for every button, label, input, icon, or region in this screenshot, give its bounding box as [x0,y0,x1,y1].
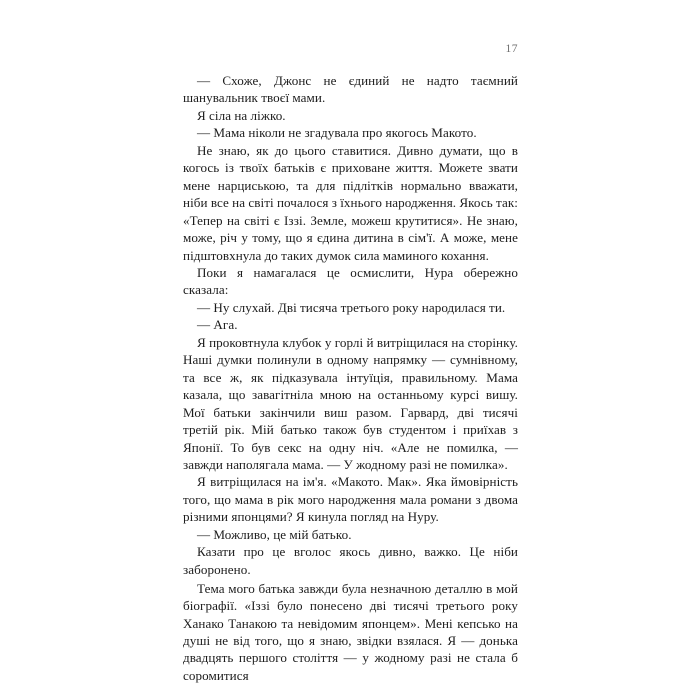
paragraph: Я проковтнула клубок у горлі й витріщилася на сторінку. Наші думки полинули в одному напрямку — сумнівному, та все ж, як підказувала інтуїція, правильному. Мама казала, що завагітніла мною на останньому курсі вишу. Мої батьки закінчили виш разом. Гарвард, дві тисячі третій рік. Мій батько також був студентом і приїхав з Японії. То був секс на одну ніч. «Але не помилка, — завжди наполягала мама. — У жодному разі не помилка». [183,334,518,472]
paragraph: — Мама ніколи не згадувала про якогось Макото. [197,125,477,141]
page-number: 17 [505,43,518,55]
paragraph: — Схоже, Джонс не єдиний не надто таємний шанувальник твоєї мами. [183,73,518,106]
page-text-block [183,72,518,684]
paragraph: — Можливо, це мій батько. [197,526,352,542]
paragraph: Тема мого батька завжди була незначною деталлю в мой біографії. «Іззі було понесено дві тисячі третього року Ханако Танакою та невідомим японцем». Мені кепсько на душі не від того, що я знаю, звідки взялася. Я — донька двадцять першого століття — у жодному разі не стала б соромитися [183,580,518,683]
paragraph: Я витріщилася на ім'я. «Макото. Мак». Яка ймовірність того, що мама в рік мого народження мала романи з двома різними японцями? Я кинула погляд на Нуру. [183,474,518,525]
paragraph: Поки я намагалася це осмислити, Нура обережно сказала: [183,264,518,298]
paragraph: Не знаю, як до цього ставитися. Дивно думати, що в когось із твоїх батьків є приховане життя. Можете звати мене нарциською, та для підлітків нормально вважати, ніби все на світі почалося з їхнього народження. Якось так: «Тепер на світі є Іззі. Земле, можеш крутитися». Не знаю, може, річ у тому, що я єдина дитина в сім'ї. А може, мене підштовхнула до таких думок сила маминого кохання. [183,142,518,263]
paragraph: — Ага. [197,317,238,333]
paragraph: Казати про це вголос якось дивно, важко. Це ніби заборонено. [183,544,518,577]
paragraph: — Ну слухай. Дві тисяча третього року народилася ти. [197,299,506,315]
paragraph: Я сіла на ліжко. [197,107,286,123]
